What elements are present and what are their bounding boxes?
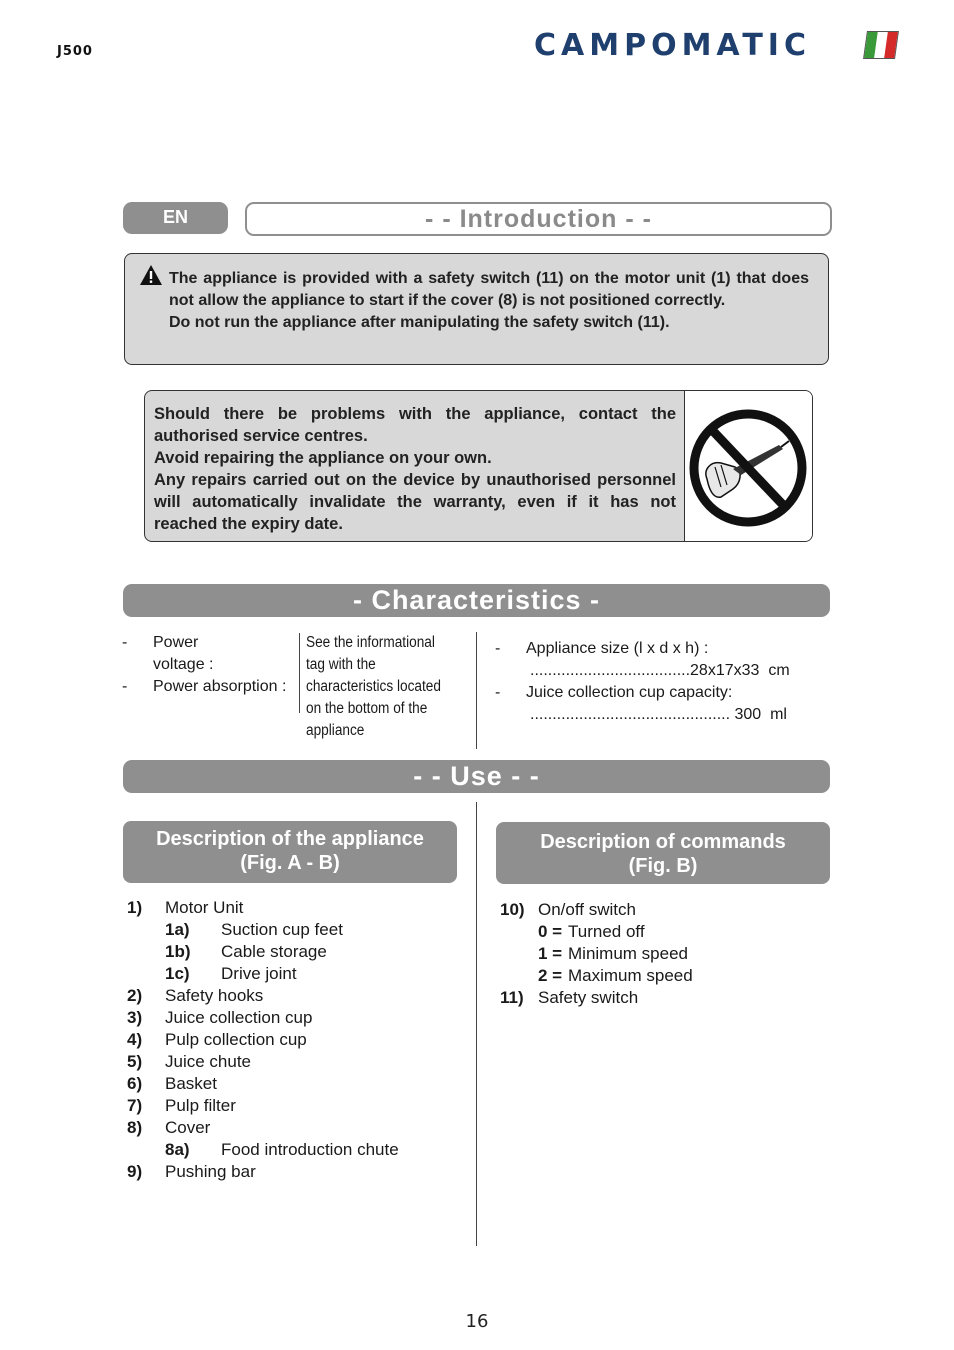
item-number: 10)	[500, 900, 525, 919]
item-label: Cable storage	[221, 942, 327, 961]
italian-flag-icon	[863, 31, 899, 59]
item-number: 1)	[127, 898, 143, 917]
appliance-size-value: 28x17x33	[690, 662, 760, 679]
item-label: Pulp filter	[165, 1096, 236, 1115]
item-number: 3)	[127, 1008, 143, 1027]
column-divider	[476, 802, 477, 1246]
page-number: 16	[465, 1311, 489, 1332]
item-number: 0 =	[538, 922, 563, 941]
item-label: Juice chute	[165, 1052, 251, 1071]
repair-image-panel	[684, 391, 812, 541]
commands-heading-line-2: (Fig. B)	[628, 855, 698, 877]
column-divider	[299, 633, 300, 713]
repair-line-1: Should there be problems with the appliance, contact the authorised service centres.	[154, 405, 676, 445]
warning-line-2: Do not run the appliance after manipulating the safety switch (11).	[169, 314, 670, 331]
item-label: Cover	[165, 1118, 211, 1137]
appliance-size-label: Appliance size (l x d x h) :	[526, 640, 709, 657]
item-number: 7)	[127, 1096, 143, 1115]
item-label: Safety switch	[538, 988, 639, 1007]
characteristics-note: See the informational tag with the characteristics located on the bottom of the appliance	[306, 634, 441, 739]
item-number: 8a)	[165, 1140, 190, 1159]
item-label: Minimum speed	[568, 944, 688, 963]
list-dash: -	[122, 678, 128, 695]
language-tag: EN	[123, 202, 228, 234]
introduction-title: - - Introduction - -	[245, 202, 832, 236]
appliance-size-value-line	[530, 660, 790, 682]
appliance-description-heading	[123, 821, 457, 883]
item-number: 5)	[127, 1052, 143, 1071]
cup-capacity-value: 300	[734, 706, 762, 723]
item-number: 6)	[127, 1074, 143, 1093]
use-title: - - Use - -	[123, 760, 830, 793]
item-number: 9)	[127, 1162, 143, 1181]
item-label: On/off switch	[538, 900, 636, 919]
warning-text	[169, 268, 809, 334]
item-label: Basket	[165, 1074, 217, 1093]
item-label: Suction cup feet	[221, 920, 343, 939]
warning-line-1: The appliance is provided with a safety switch (11) on the motor unit (1) that does not allow the appliance to start if the cover (8) is not positioned correctly.	[169, 270, 809, 309]
item-number: 1 =	[538, 944, 563, 963]
item-label: Drive joint	[221, 964, 297, 983]
list-dash: -	[495, 640, 501, 657]
list-dash: -	[122, 634, 128, 651]
warning-triangle-icon	[139, 264, 163, 286]
power-absorption-label: Power absorption :	[153, 678, 287, 695]
repair-line-2: Avoid repairing the appliance on your own.	[154, 449, 492, 467]
brand-logo: CAMPOMATIC	[534, 28, 811, 63]
appliance-size-unit: cm	[768, 662, 790, 679]
appliance-heading-line-1: Description of the appliance	[156, 828, 424, 850]
item-label: Pulp collection cup	[165, 1030, 307, 1049]
item-number: 2 =	[538, 966, 563, 985]
repair-line-3: Any repairs carried out on the device by unauthorised personnel will automatically invalidate the warranty, even if it has not reached the expiry date.	[154, 471, 676, 533]
item-label: Turned off	[568, 922, 645, 941]
item-label: Motor Unit	[165, 898, 244, 917]
item-number: 8)	[127, 1118, 143, 1137]
no-screwdriver-icon	[685, 391, 812, 541]
leader-dots: ....................................	[530, 662, 691, 679]
item-label: Safety hooks	[165, 986, 264, 1005]
repair-notice-box	[144, 390, 813, 542]
appliance-heading-line-2: (Fig. A - B)	[240, 852, 340, 874]
item-label: Pushing bar	[165, 1162, 256, 1181]
item-label: Maximum speed	[568, 966, 693, 985]
cup-capacity-unit: ml	[770, 706, 787, 723]
item-number: 1a)	[165, 920, 190, 939]
repair-text	[154, 403, 676, 535]
item-number: 4)	[127, 1030, 143, 1049]
item-number: 2)	[127, 986, 143, 1005]
list-dash: -	[495, 684, 501, 701]
model-name: J500	[57, 44, 93, 59]
item-number: 1b)	[165, 942, 191, 961]
leader-dots: .............................................	[530, 706, 731, 723]
cup-capacity-label: Juice collection cup capacity:	[526, 684, 733, 701]
column-divider	[476, 632, 477, 749]
item-label: Juice collection cup	[165, 1008, 313, 1027]
commands-description-heading	[496, 822, 830, 884]
power-voltage-label: Power voltage :	[153, 634, 214, 673]
cup-capacity-value-line	[530, 704, 787, 726]
item-number: 1c)	[165, 964, 190, 983]
safety-warning-box	[124, 253, 829, 365]
item-number: 11)	[500, 988, 524, 1007]
commands-heading-line-1: Description of commands	[540, 831, 786, 853]
item-label: Food introduction chute	[221, 1140, 399, 1159]
characteristics-title: - Characteristics -	[123, 584, 830, 617]
